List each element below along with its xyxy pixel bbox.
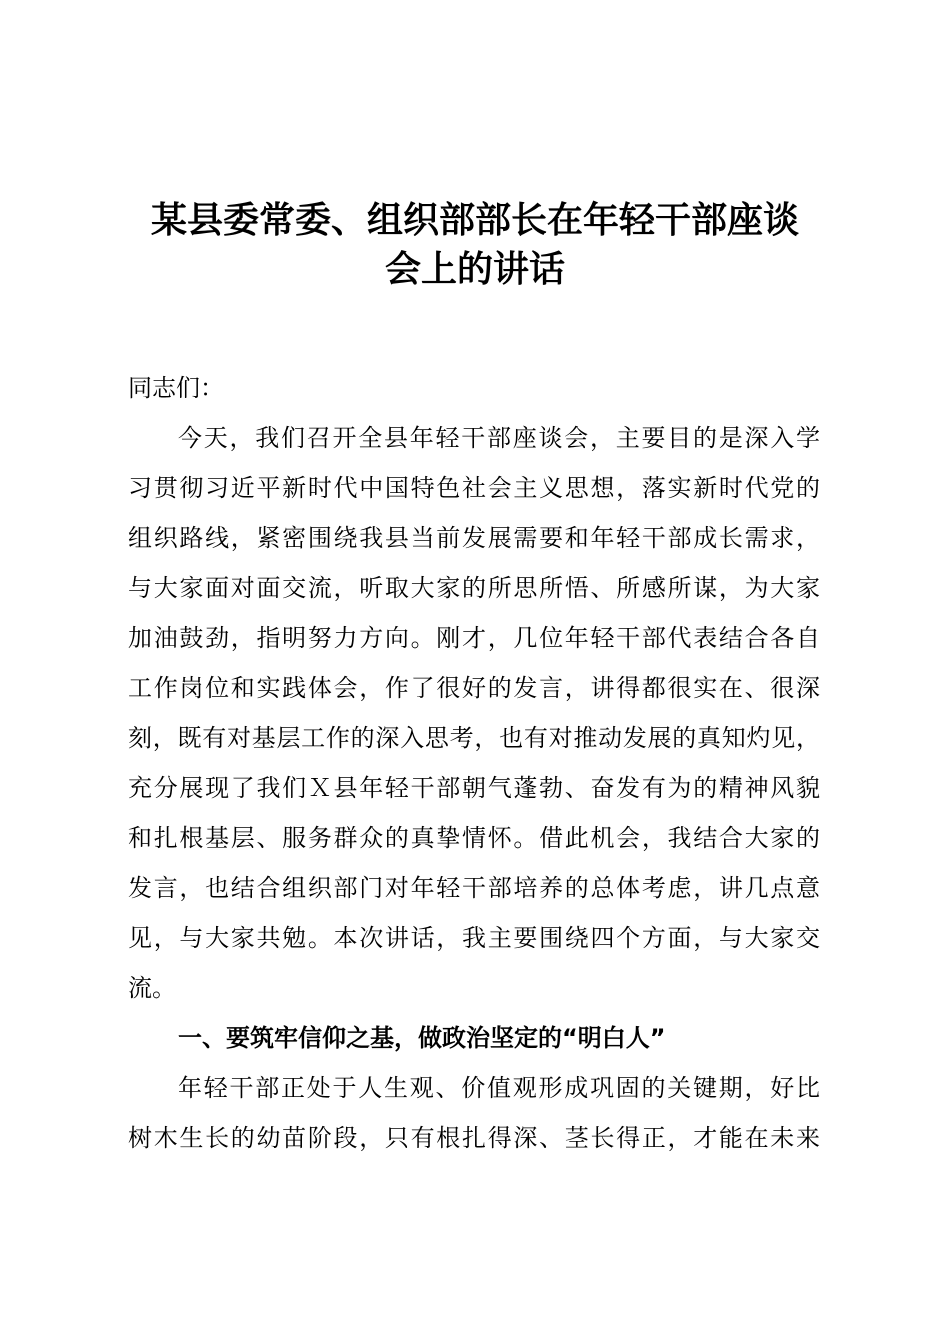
text-line: 流。	[128, 974, 176, 1002]
intro-paragraph	[128, 418, 820, 1018]
text-line: 与大家面对面交流，听取大家的所思所悟、所感所谋，为大家	[128, 574, 820, 602]
text-line: 树木生长的幼苗阶段，只有根扎得深、茎长得正，才能在未来	[128, 1124, 820, 1152]
text-line: 和扎根基层、服务群众的真挚情怀。借此机会，我结合大家的	[128, 824, 820, 852]
text-line: 年轻干部正处于人生观、价值观形成巩固的关键期，好比	[178, 1074, 820, 1102]
text-line: 今天，我们召开全县年轻干部座谈会，主要目的是深入学	[178, 424, 820, 452]
text-line: 工作岗位和实践体会，作了很好的发言，讲得都很实在、很深	[128, 674, 820, 702]
text-line: 习贯彻习近平新时代中国特色社会主义思想，落实新时代党的	[128, 474, 820, 502]
title-line: 会上的讲话	[384, 248, 565, 290]
text-line: 充分展现了我们Ｘ县年轻干部朝气蓬勃、奋发有为的精神风貌	[128, 774, 820, 802]
document-title	[100, 196, 850, 294]
text-line: 见，与大家共勉。本次讲话，我主要围绕四个方面，与大家交	[128, 924, 820, 952]
text-line: 发言，也结合组织部门对年轻干部培养的总体考虑，讲几点意	[128, 874, 820, 902]
text-line: 组织路线，紧密围绕我县当前发展需要和年轻干部成长需求，	[128, 524, 820, 552]
salutation: 同志们：	[128, 374, 224, 402]
text-line: 加油鼓劲，指明努力方向。刚才，几位年轻干部代表结合各自	[128, 624, 820, 652]
section-paragraph	[128, 1068, 820, 1168]
text-line: 刻，既有对基层工作的深入思考，也有对推动发展的真知灼见，	[128, 724, 820, 752]
section-heading: 一、要筑牢信仰之基，做政治坚定的“明白人”	[178, 1024, 666, 1052]
document-body	[128, 368, 820, 1168]
title-line: 某县委常委、组织部部长在年轻干部座谈	[150, 199, 799, 241]
